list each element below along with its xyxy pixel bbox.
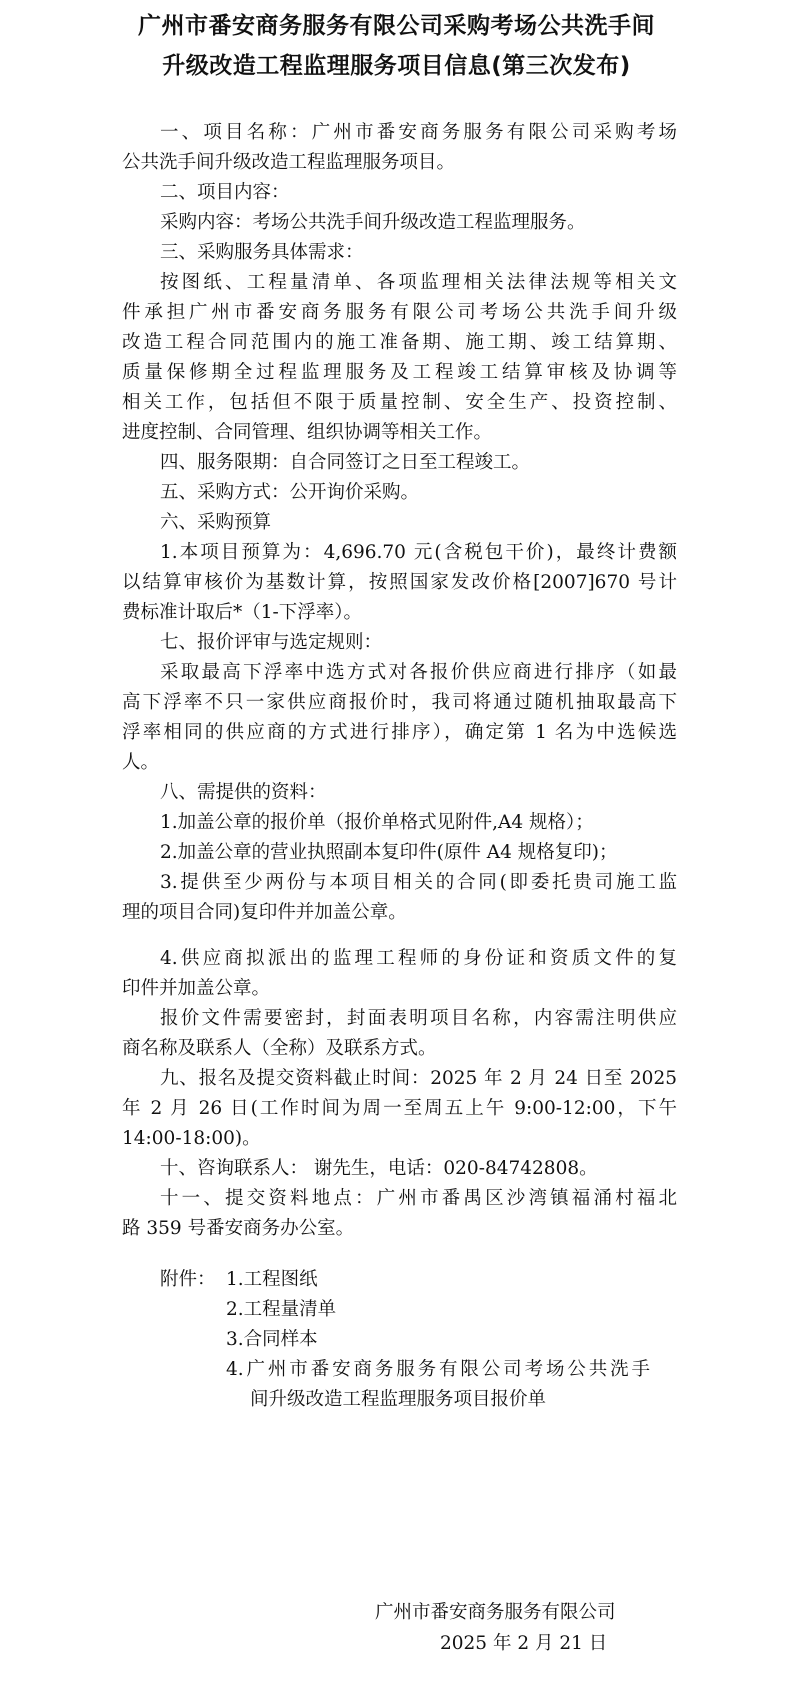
signature-company: 广州市番安商务服务有限公司	[375, 1602, 616, 1623]
signature-date: 2025 年 2 月 21 日	[440, 1633, 608, 1654]
body-line: 1.加盖公章的报价单（报价单格式见附件,A4 规格）；	[160, 812, 594, 833]
body-line: 印件并加盖公章。	[122, 978, 271, 999]
body-line: 1.本项目预算为：4,696.70 元(含税包干价)，最终计费额	[160, 542, 677, 563]
attachments-label: 附件：	[160, 1269, 216, 1290]
section-deadline-heading: 九、报名及提交资料截止时间：2025 年 2 月 24 日至 2025	[160, 1068, 677, 1089]
section-materials-heading: 八、需提供的资料：	[160, 782, 327, 803]
body-line: 以结算审核价为基数计算，按照国家发改价格[2007]670 号计	[122, 572, 677, 593]
section-contact-heading: 十、咨询联系人： 谢先生，电话：020-84742808。	[160, 1158, 598, 1179]
body-line: 件承担广州市番安商务服务有限公司考场公共洗手间升级	[122, 302, 677, 323]
attachment-item-continuation: 间升级改造工程监理服务项目报价单	[250, 1389, 547, 1410]
document-title-line-1: 广州市番安商务服务有限公司采购考场公共洗手间	[138, 13, 655, 39]
body-line: 质量保修期全过程监理服务及工程竣工结算审核及协调等	[122, 362, 677, 383]
body-line: 采取最高下浮率中选方式对各报价供应商进行排序（如最	[160, 662, 677, 683]
body-line: 相关工作，包括但不限于质量控制、安全生产、投资控制、	[122, 392, 677, 413]
body-line: 4.供应商拟派出的监理工程师的身份证和资质文件的复	[160, 948, 677, 969]
body-line: 路 359 号番安商务办公室。	[122, 1218, 355, 1239]
body-line: 高下浮率不只一家供应商报价时，我司将通过随机抽取最高下	[122, 692, 677, 713]
section-procurement-method-heading: 五、采购方式：公开询价采购。	[160, 482, 420, 503]
attachment-item: 1.工程图纸	[226, 1269, 318, 1290]
document-title-line-2: 升级改造工程监理服务项目信息(第三次发布)	[162, 53, 631, 79]
section-evaluation-heading: 七、报价评审与选定规则：	[160, 632, 383, 653]
section-budget-heading: 六、采购预算	[160, 512, 272, 533]
body-line: 3.提供至少两份与本项目相关的合同(即委托贵司施工监	[160, 872, 677, 893]
body-line: 理的项目合同)复印件并加盖公章。	[122, 902, 407, 923]
section-project-content-heading: 二、项目内容：	[160, 182, 290, 203]
body-line: 浮率相同的供应商的方式进行排序），确定第 1 名为中选候选	[122, 722, 677, 743]
body-line: 费标准计取后*（1-下浮率）。	[122, 602, 363, 623]
section-service-period-heading: 四、服务限期：自合同签订之日至工程竣工。	[160, 452, 531, 473]
section-project-name-heading: 一、项目名称：广州市番安商务服务有限公司采购考场	[160, 122, 677, 143]
attachment-item: 2.工程量清单	[226, 1299, 337, 1320]
body-line: 采购内容：考场公共洗手间升级改造工程监理服务。	[160, 212, 586, 233]
section-requirements-heading: 三、采购服务具体需求：	[160, 242, 364, 263]
section-submission-location-heading: 十一、提交资料地点：广州市番禺区沙湾镇福涌村福北	[160, 1188, 677, 1209]
body-line: 改造工程合同范围内的施工准备期、施工期、竣工结算期、	[122, 332, 677, 353]
body-line: 报价文件需要密封，封面表明项目名称，内容需注明供应	[160, 1008, 677, 1029]
body-line: 进度控制、合同管理、组织协调等相关工作。	[122, 422, 493, 443]
body-line: 人。	[122, 752, 160, 773]
body-line: 公共洗手间升级改造工程监理服务项目。	[122, 152, 456, 173]
body-line: 14:00-18:00)。	[122, 1128, 261, 1149]
body-line: 年 2 月 26 日(工作时间为周一至周五上午 9:00-12:00，下午	[122, 1098, 677, 1119]
body-line: 按图纸、工程量清单、各项监理相关法律法规等相关文	[160, 272, 677, 293]
body-line: 2.加盖公章的营业执照副本复印件(原件 A4 规格复印)；	[160, 842, 618, 863]
body-line: 商名称及联系人（全称）及联系方式。	[122, 1038, 437, 1059]
attachment-item: 4.广州市番安商务服务有限公司考场公共洗手	[226, 1359, 650, 1380]
attachment-item: 3.合同样本	[226, 1329, 318, 1350]
